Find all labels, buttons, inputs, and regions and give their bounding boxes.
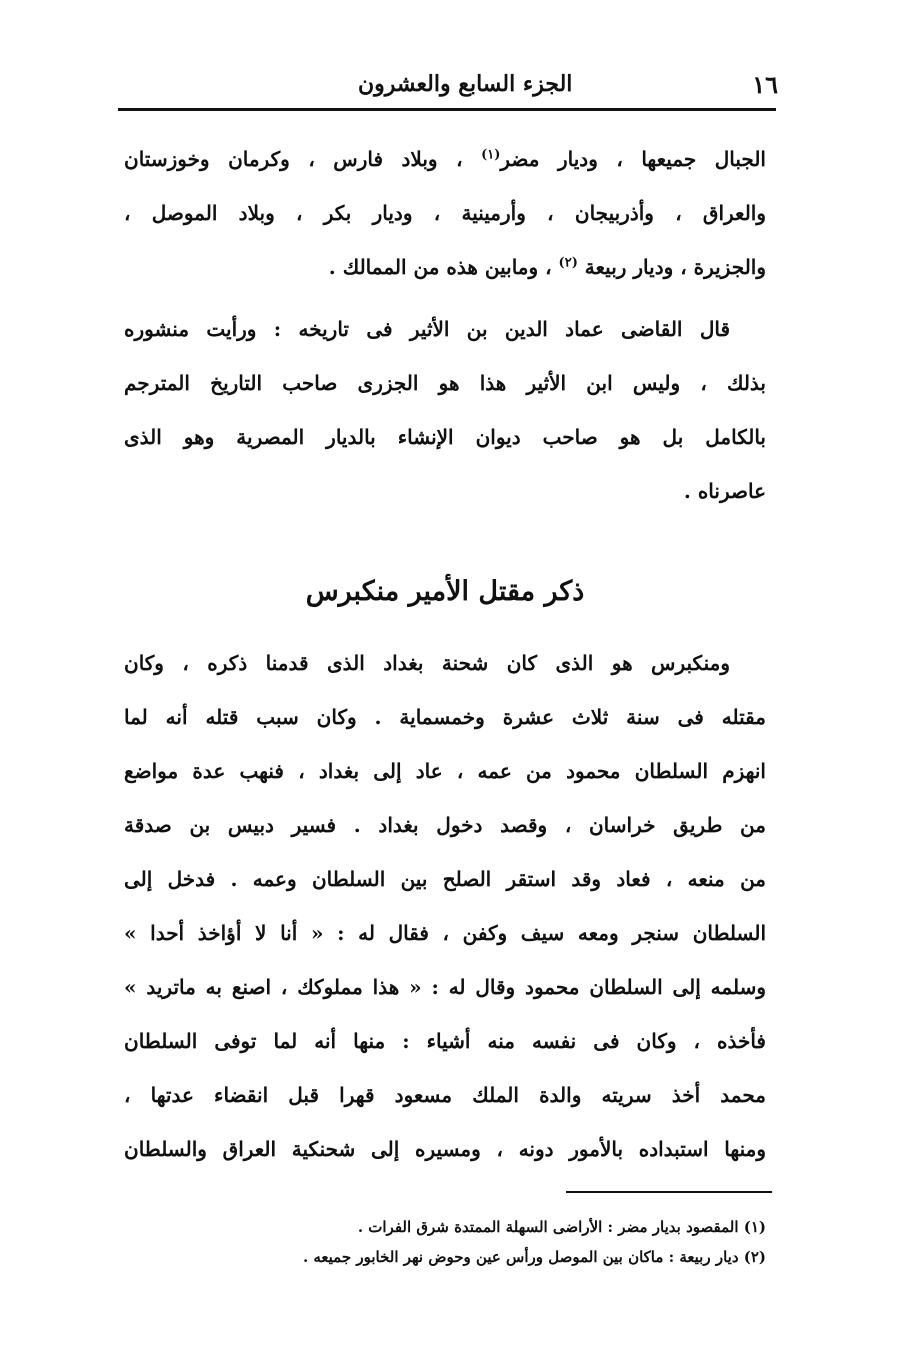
header-rule xyxy=(118,108,776,111)
paragraph-1-line-2: والعراق ، وأذربيجان ، وأرمينية ، وديار بكر ، وبلاد الموصل ، xyxy=(124,201,766,225)
section-line-3: انهزم السلطان محمود من عمه ، عاد إلى بغداد ، فنهب عدة مواضع xyxy=(124,759,766,783)
line-text: ، وبلاد فارس ، وكرمان وخوزستان xyxy=(124,147,482,171)
running-title: الجزء السابع والعشرون xyxy=(358,71,573,97)
paragraph-2-line-1: قال القاضى عماد الدين بن الأثير فى تاريخه : ورأيت منشوره xyxy=(124,317,730,341)
paragraph-2 xyxy=(124,302,766,518)
footnote-marker-2: (٢) xyxy=(558,255,578,271)
footnote-2: (٢) ديار ربيعة : ماكان بين الموصل ورأس عين وحوض نهر الخابور جميعه . xyxy=(302,1248,766,1266)
footnote-1: (١) المقصود بديار مضر : الأراضى السهلة الممتدة شرق الفرات . xyxy=(357,1218,766,1236)
paragraph-1-line-1 xyxy=(124,132,766,186)
paragraph-2-line-4: عاصرناه . xyxy=(683,479,766,503)
line-text: الجبال جميعها ، وديار مضر xyxy=(500,147,766,171)
section-line-9: محمد أخذ سريته والدة الملك مسعود قهرا قبل انقضاء عدتها ، xyxy=(124,1083,766,1107)
paragraph-1-line-3 xyxy=(124,240,766,294)
page-number: ١٦ xyxy=(752,69,778,99)
section-line-1: ومنكبرس هو الذى كان شحنة بغداد الذى قدمنا ذكره ، وكان xyxy=(124,651,730,675)
section-line-6: السلطان سنجر ومعه سيف وكفن ، فقال له : « أنا لا أؤاخذ أحدا » xyxy=(124,921,766,945)
line-text: ، ومابين هذه من الممالك . xyxy=(328,255,559,279)
paragraph-2-line-3: بالكامل بل هو صاحب ديوان الإنشاء بالديار المصرية وهو الذى xyxy=(124,425,766,449)
line-text: والجزيرة ، وديار ربيعة xyxy=(577,255,766,279)
footnote-marker-1: (١) xyxy=(481,147,501,163)
section-line-7: وسلمه إلى السلطان محمود وقال له : « هذا مملوكك ، اصنع به ماتريد » xyxy=(124,975,766,999)
section-line-10: ومنها استبداده بالأمور دونه ، ومسيره إلى شحنكية العراق والسلطان xyxy=(124,1137,766,1161)
paragraph-2-line-2: بذلك ، وليس ابن الأثير هذا هو الجزرى صاحب التاريخ المترجم xyxy=(124,371,766,395)
footnotes xyxy=(180,1212,766,1272)
section-heading: ذكر مقتل الأمير منكبرس xyxy=(305,576,585,607)
section-body xyxy=(124,636,766,1176)
section-line-8: فأخذه ، وكان فى نفسه منه أشياء : منها أنه لما توفى السلطان xyxy=(124,1029,766,1053)
page-header xyxy=(118,62,778,106)
section-line-4: من طريق خراسان ، وقصد دخول بغداد . فسير دبيس بن صدقة xyxy=(124,813,766,837)
section-line-2: مقتله فى سنة ثلاث عشرة وخمسماية . وكان سبب قتله أنه لما xyxy=(124,705,766,729)
section-line-5: من منعه ، فعاد وقد استقر الصلح بين السلطان وعمه . فدخل إلى xyxy=(124,867,766,891)
paragraph-1 xyxy=(124,132,766,294)
footnote-rule xyxy=(566,1191,772,1193)
